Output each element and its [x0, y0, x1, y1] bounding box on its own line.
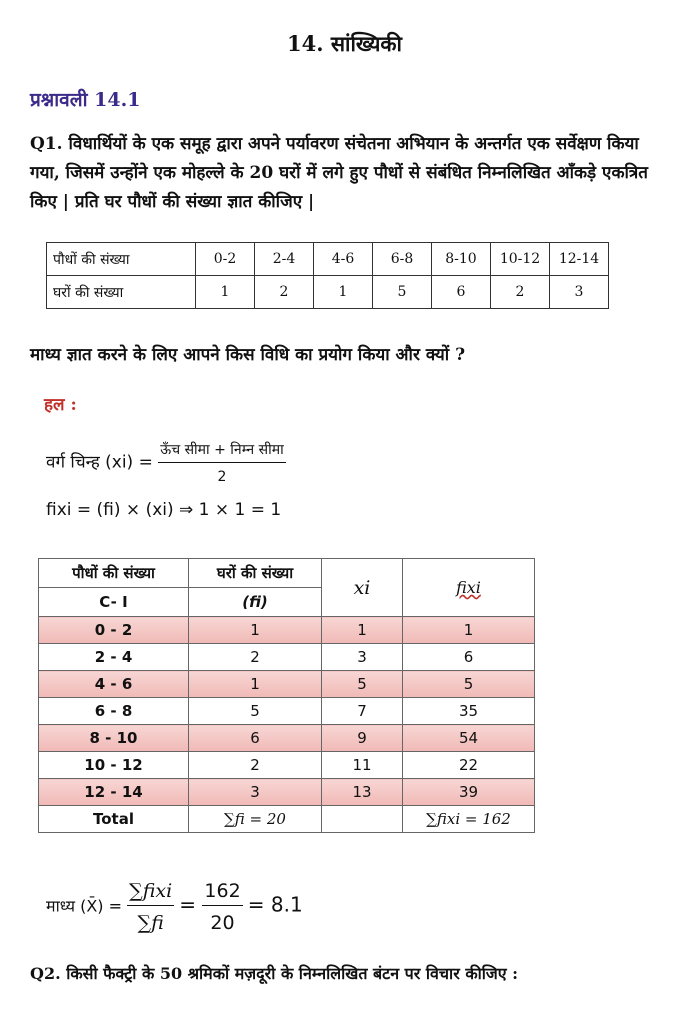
class-mark-label: वर्ग चिन्ह (xi) = — [46, 452, 153, 473]
fixi-cell: 1 — [403, 617, 535, 644]
ci-cell: 12 - 14 — [39, 779, 189, 806]
exercise-heading: प्रश्नावली 14.1 — [30, 89, 141, 111]
xi-cell: 11 — [322, 752, 403, 779]
fixi-cell: 5 — [403, 671, 535, 698]
frequency-cell: 1 — [314, 276, 373, 309]
mean-label: माध्य (X̄) = — [46, 896, 123, 916]
fi-cell: 1 — [189, 671, 322, 698]
sum-fi: ∑fi = 20 — [189, 806, 322, 833]
table-row — [47, 276, 609, 309]
fixi-cell: 54 — [403, 725, 535, 752]
fraction-denominator: 20 — [210, 912, 235, 934]
fixi-cell: 39 — [403, 779, 535, 806]
table-row — [39, 671, 535, 698]
fraction-denominator: ∑fi — [137, 912, 164, 934]
fixi-cell: 35 — [403, 698, 535, 725]
frequency-cell: 1 — [196, 276, 255, 309]
page-title: 14. सांख्यिकी — [287, 31, 402, 56]
ci-cell: 6 - 8 — [39, 698, 189, 725]
fraction-denominator: 2 — [217, 469, 227, 485]
interval-cell: 2-4 — [255, 243, 314, 276]
header-fi: (fi) — [189, 588, 322, 617]
mean-result: = 8.1 — [247, 892, 303, 917]
table-row — [39, 779, 535, 806]
xi-cell: 13 — [322, 779, 403, 806]
question-2-text: Q2. किसी फैक्ट्री के 50 श्रमिकों मज़दूरी के निम्नलिखित बंटन पर विचार कीजिए : — [30, 964, 519, 983]
fi-cell: 1 — [189, 617, 322, 644]
class-mark-fraction — [158, 440, 285, 485]
header-plants: पौधों की संख्या — [39, 559, 189, 588]
fi-cell: 5 — [189, 698, 322, 725]
fi-cell: 2 — [189, 752, 322, 779]
interval-cell: 8-10 — [432, 243, 491, 276]
fixi-formula: fixi = (fi) × (xi) ⇒ 1 × 1 = 1 — [46, 500, 282, 520]
table-header-row — [39, 559, 535, 588]
header-ci: C- I — [39, 588, 189, 617]
frequency-cell: 5 — [373, 276, 432, 309]
xi-cell: 7 — [322, 698, 403, 725]
interval-cell: 10-12 — [491, 243, 550, 276]
solution-label: हल : — [44, 395, 77, 415]
frequency-table — [46, 242, 609, 309]
table-row — [39, 644, 535, 671]
xi-cell: 3 — [322, 644, 403, 671]
fi-cell: 2 — [189, 644, 322, 671]
empty-cell — [322, 806, 403, 833]
question-1-subquestion: माध्य ज्ञात करने के लिए आपने किस विधि का प्रयोग किया और क्यों ? — [30, 345, 466, 365]
fraction-numerator: 162 — [202, 880, 242, 906]
interval-cell: 0-2 — [196, 243, 255, 276]
sum-fixi: ∑fixi = 162 — [403, 806, 535, 833]
class-mark-formula — [46, 440, 286, 485]
fraction-numerator: ऊँच सीमा + निम्न सीमा — [158, 440, 285, 463]
xi-cell: 9 — [322, 725, 403, 752]
fi-cell: 6 — [189, 725, 322, 752]
interval-cell: 4-6 — [314, 243, 373, 276]
solution-table — [38, 558, 535, 833]
header-fixi: fixi — [403, 559, 535, 617]
mean-fraction-symbolic — [127, 880, 174, 934]
mean-fraction-numeric — [202, 880, 242, 934]
ci-cell: 4 - 6 — [39, 671, 189, 698]
fixi-cell: 6 — [403, 644, 535, 671]
total-label: Total — [39, 806, 189, 833]
ci-cell: 10 - 12 — [39, 752, 189, 779]
ci-cell: 0 - 2 — [39, 617, 189, 644]
interval-cell: 6-8 — [373, 243, 432, 276]
question-1-text: Q1. विधार्थियों के एक समूह द्वारा अपने पर्यावरण संचेतना अभियान के अन्तर्गत एक सर्वेक्षण किया गया, जिसमें उन्होंने एक मोहल्ले के 20 घरों में लगे हुए पौधों से संबंधित निम्नलिखित आँकड़े एकत्रित किए | प्रति घर पौधों की संख्या ज्ञात कीजिए | — [30, 134, 648, 212]
ci-cell: 2 - 4 — [39, 644, 189, 671]
table-row — [39, 617, 535, 644]
frequency-cell: 2 — [255, 276, 314, 309]
fi-cell: 3 — [189, 779, 322, 806]
frequency-cell: 3 — [550, 276, 609, 309]
header-houses: घरों की संख्या — [189, 559, 322, 588]
row-label-plants: पौधों की संख्या — [47, 243, 196, 276]
xi-cell: 1 — [322, 617, 403, 644]
header-xi: xi — [322, 559, 403, 617]
table-row — [39, 725, 535, 752]
table-row — [47, 243, 609, 276]
xi-cell: 5 — [322, 671, 403, 698]
total-row — [39, 806, 535, 833]
table-row — [39, 752, 535, 779]
frequency-cell: 6 — [432, 276, 491, 309]
fraction-numerator: ∑fixi — [127, 880, 174, 906]
mean-formula: माध्य (X̄) = $\frac{\text{∑fixi}}{\sum fi}$ = $\frac{162}{20}$ = 8.1 — [46, 880, 303, 934]
frequency-cell: 2 — [491, 276, 550, 309]
table-row — [39, 698, 535, 725]
fixi-cell: 22 — [403, 752, 535, 779]
interval-cell: 12-14 — [550, 243, 609, 276]
row-label-houses: घरों की संख्या — [47, 276, 196, 309]
ci-cell: 8 - 10 — [39, 725, 189, 752]
